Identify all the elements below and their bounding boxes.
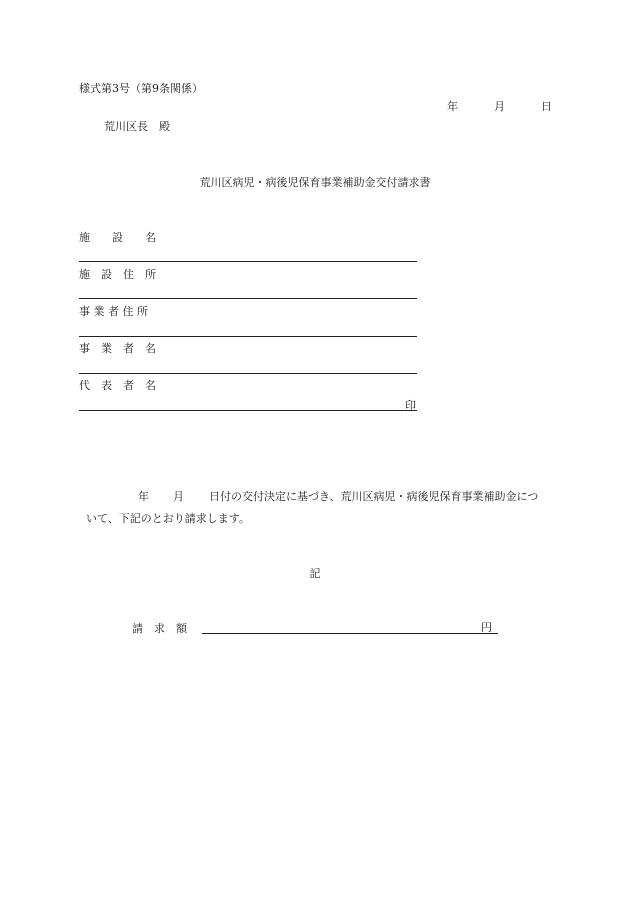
- field-line-operator-address[interactable]: [79, 336, 417, 337]
- field-label-facility-name: 施 設 名: [79, 231, 156, 244]
- body-month-label: 月: [173, 490, 184, 503]
- form-number: 様式第3号（第9条関係）: [79, 82, 203, 95]
- field-label-representative-name: 代 表 者 名: [79, 379, 156, 392]
- body-text-line2: いて、下記のとおり請求します。: [86, 512, 250, 525]
- field-line-operator-name[interactable]: [79, 373, 417, 374]
- amount-label: 請 求 額: [132, 622, 187, 635]
- amount-line[interactable]: [202, 633, 498, 634]
- document-title: 荒川区病児・病後児保育事業補助金交付請求書: [199, 176, 431, 189]
- field-line-facility-address[interactable]: [79, 298, 417, 299]
- ki-heading: 記: [309, 567, 321, 580]
- amount-unit: 円: [481, 621, 492, 634]
- seal-mark: 印: [405, 399, 416, 412]
- field-label-operator-address: 事 業 者 住 所: [79, 305, 148, 318]
- field-label-operator-name: 事 業 者 名: [79, 342, 156, 355]
- addressee: 荒川区長 殿: [104, 120, 170, 133]
- field-label-facility-address: 施 設 住 所: [79, 268, 156, 281]
- date-month-label: 月: [494, 100, 505, 113]
- body-year-label: 年: [138, 490, 149, 503]
- date-day-label: 日: [541, 100, 552, 113]
- field-line-facility-name[interactable]: [79, 261, 417, 262]
- field-line-representative-name[interactable]: [79, 410, 417, 411]
- body-text-line1: 日付の交付決定に基づき、荒川区病児・病後児保育事業補助金につ: [209, 490, 539, 503]
- date-year-label: 年: [447, 100, 458, 113]
